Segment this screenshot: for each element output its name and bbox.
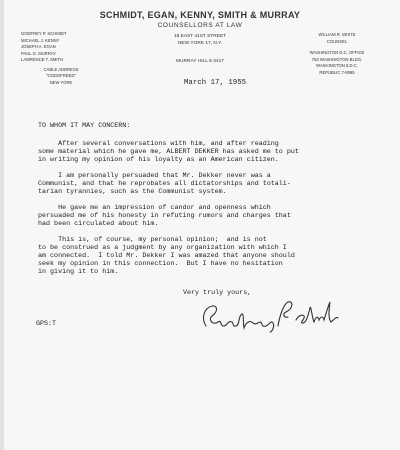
page-edge xyxy=(0,0,4,450)
salutation: TO WHOM IT MAY CONCERN: xyxy=(38,122,131,130)
paragraph: I am personally persuaded that Mr. Dekker never was a Communist, and that he reprobates all dictatorships and totali- tarian tyrannies, such as the Communist system. xyxy=(38,172,291,196)
cable-code: "GODOFREED" xyxy=(46,73,76,78)
counsel-title: COUNSEL xyxy=(326,38,348,44)
partner-name: PAUL G. MURRAY xyxy=(21,50,57,56)
handwritten-signature xyxy=(198,296,348,336)
address-city: NEW YORK 17, N.Y. xyxy=(177,41,223,46)
counsel-name: WILLIAM R. WHITE xyxy=(318,32,356,37)
counsel-column xyxy=(302,32,372,76)
partner-name: JOSEPH A. EGAN xyxy=(21,44,56,49)
partners-column xyxy=(21,31,101,86)
letter-date: March 17, 1955 xyxy=(184,79,247,87)
dc-building: 753 WASHINGTON BLDG. xyxy=(311,56,363,62)
paragraph: This is, of course, my personal opinion; and is not to be construed as a judgment by any organization with which I am connected. I told Mr. Dekker I was amazed that anyone should seek my opinion in this connection. But I have no hesitation in giving it to him. xyxy=(38,236,295,276)
partner-name: LAWRENCE T. SMITH xyxy=(21,57,64,62)
firm-tagline: COUNSELLORS AT LAW xyxy=(157,22,243,29)
paragraph: After several conversations with him, and after reading some material which he gave me, ALBERT DEKKER has asked me to put in writing my opinion of his loyalty as an American citizen. xyxy=(38,140,299,164)
typist-initials: GPS:T xyxy=(36,320,57,328)
partner-name: MICHAEL J. KENNY xyxy=(21,37,60,43)
firm-name: SCHMIDT, EGAN, KENNY, SMITH & MURRAY xyxy=(99,10,301,20)
firm-phone: MURRAY HILL 6-3417 xyxy=(176,59,224,64)
partner-name: GODFREY P. SCHMIDT xyxy=(21,31,67,36)
letter-body xyxy=(38,122,358,284)
closing: Very truly yours, xyxy=(183,289,252,297)
dc-office-label: WASHINGTON D.C. OFFICE xyxy=(309,50,365,55)
paragraph: He gave me an impression of candor and openness which persuaded me of his honesty in refuting rumors and charges that had been circulated about him. xyxy=(38,204,291,228)
dc-phone: REPUBLIC 7-8595 xyxy=(319,69,355,75)
dc-city: WASHINGTON 5,D.C. xyxy=(316,63,358,68)
address-street: 18 EAST 41ST STREET xyxy=(173,34,227,39)
cable-address-label: CABLE ADDRESS xyxy=(43,66,79,72)
cable-city: NEW YORK xyxy=(49,79,73,85)
